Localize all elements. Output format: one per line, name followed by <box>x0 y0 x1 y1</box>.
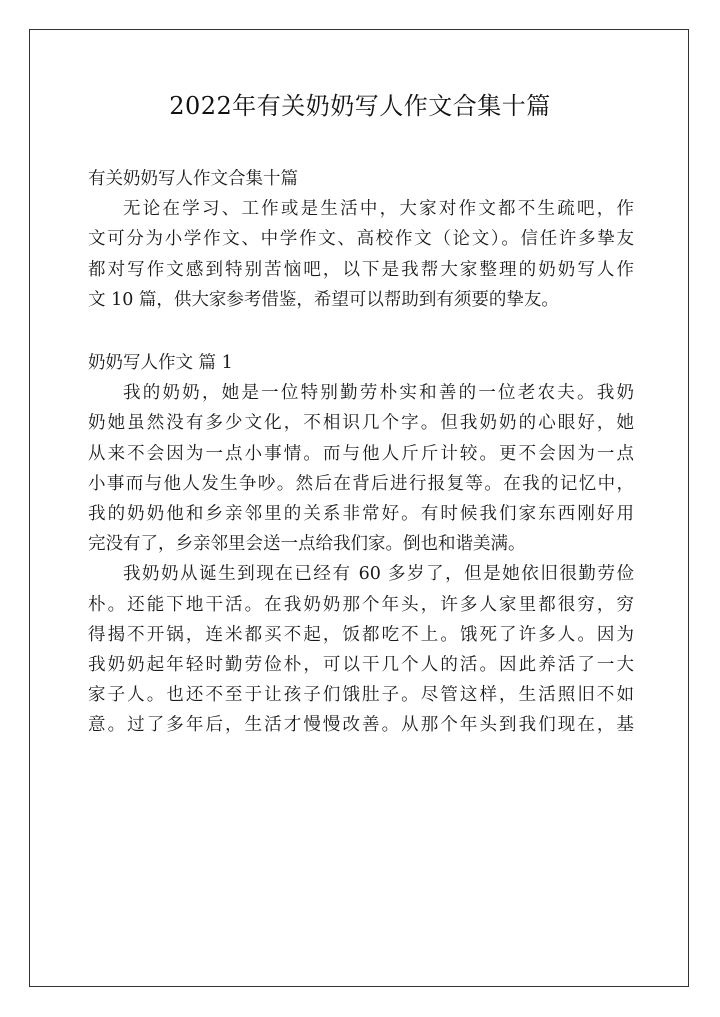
essay-line: 家子人。也还不至于让孩子们饿肚子。尽管这样，生活照旧不如 <box>88 685 634 706</box>
essay-line: 小事而与他人发生争吵。然后在背后进行报复等。在我的记忆中， <box>88 473 634 494</box>
intro-line: 文可分为小学作文、中学作文、高校作文（论文）。信任许多挚友 <box>88 229 634 250</box>
paragraph-spacer <box>88 315 634 348</box>
document-subtitle: 有关奶奶写人作文合集十篇 <box>88 169 298 189</box>
essay-line: 奶她虽然没有多少文化，不相识几个字。但我奶奶的心眼好，她 <box>88 413 634 434</box>
essay-line: 意。过了多年后，生活才慢慢改善。从那个年头到我们现在，基 <box>88 715 634 736</box>
intro-line: 文 10 篇，供大家参考借鉴，希望可以帮助到有须要的挚友。 <box>88 289 559 310</box>
essay-line: 朴。还能下地干活。在我奶奶那个年头，许多人家里都很穷，穷 <box>88 594 634 615</box>
document-body <box>88 164 634 741</box>
essay-line: 得揭不开锅，连米都买不起，饭都吃不上。饿死了许多人。因为 <box>88 624 634 645</box>
section-heading: 奶奶写人作文 篇 1 <box>88 353 233 374</box>
intro-line: 无论在学习、工作或是生活中，大家对作文都不生疏吧，作 <box>123 199 634 220</box>
essay-line: 我奶奶起年轻时勤劳俭朴，可以干几个人的活。因此养活了一大 <box>88 655 634 676</box>
essay-line: 我的奶奶他和乡亲邻里的关系非常好。有时候我们家东西刚好用 <box>88 504 634 525</box>
intro-paragraph <box>88 194 634 315</box>
essay-line: 完没有了，乡亲邻里会送一点给我们家。倒也和谐美满。 <box>88 534 526 555</box>
essay-line: 从来不会因为一点小事情。而与他人斤斤计较。更不会因为一点 <box>88 443 634 464</box>
essay-paragraph-2 <box>88 559 634 740</box>
essay-paragraph-1 <box>88 378 634 559</box>
essay-line: 我的奶奶，她是一位特别勤劳朴实和善的一位老农夫。我奶 <box>123 383 634 404</box>
document-title: 2022年有关奶奶写人作文合集十篇 <box>169 92 551 120</box>
intro-line: 都对写作文感到特别苦恼吧，以下是我帮大家整理的奶奶写人作 <box>88 259 634 280</box>
essay-line: 我奶奶从诞生到现在已经有 60 多岁了，但是她依旧很勤劳俭 <box>123 564 634 585</box>
